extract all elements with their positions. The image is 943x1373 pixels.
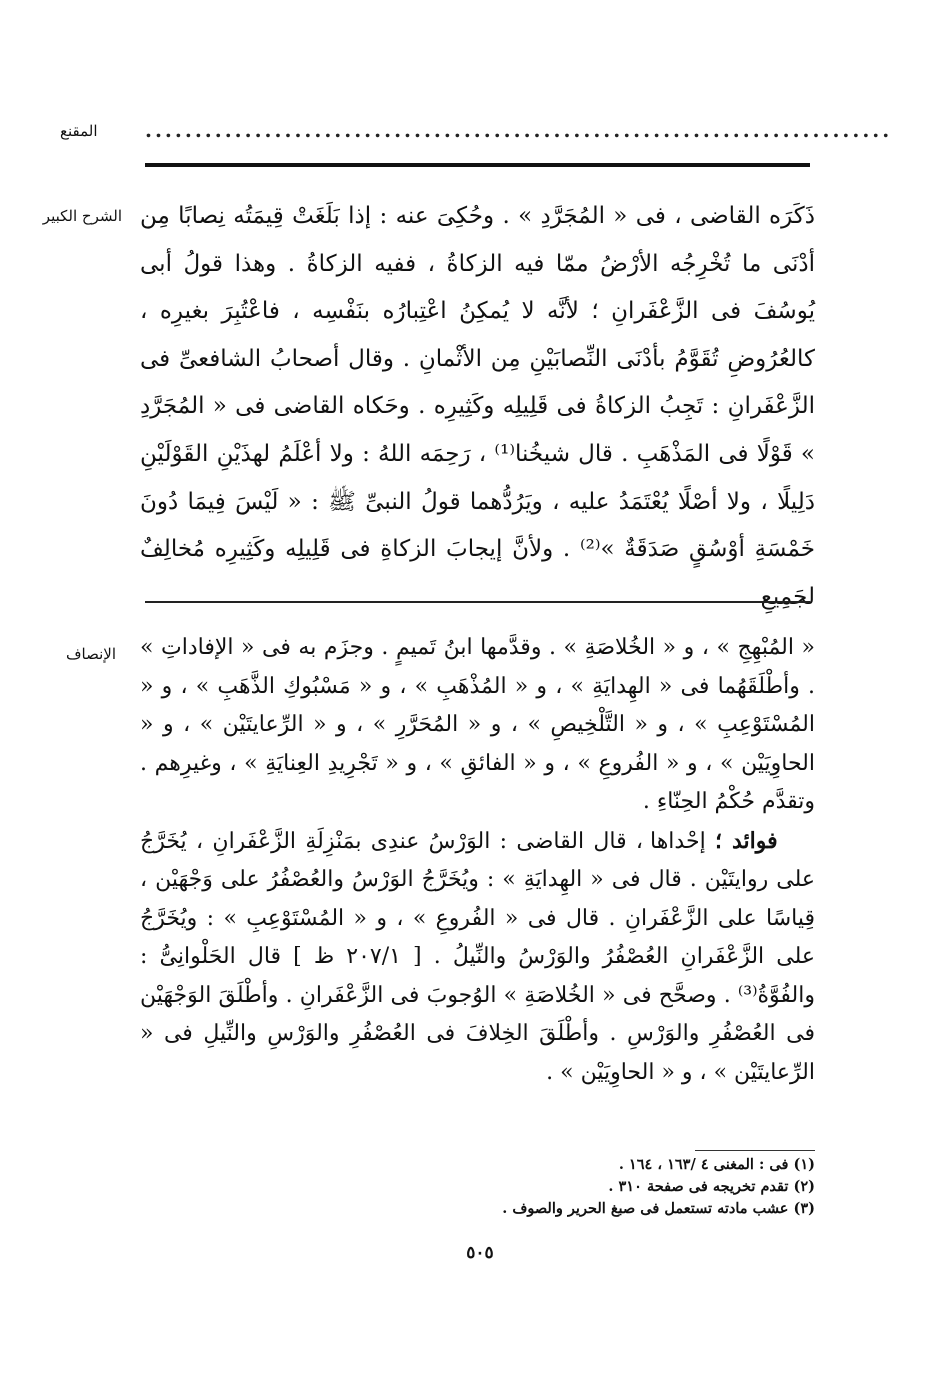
sharh-paragraph: ذَكَرَه القاضى ، فى « المُجَرَّدِ » . وحُكِىَ عنه : إذا بَلَغَتْ قِيمَتُه نِصابًا مِن أدْنَى ما تُخْرِجُه الأرْضُ ممّا فيه الزكاةُ ، ففيه الزكاةُ . وهذا قولُ أبى يُوسُفَ فى الزَّعْفَرانِ ؛ لأنَّه لا يُمكِنُ اعْتِبارُه بنَفْسِه ، فاعْتُبِرَ بغيرِه ، كالعُرُوضِ تُقَوَّمُ بأدْنَى النِّصابَيْنِ مِن الأثْمانِ . وقال أصحابُ الشافعىِّ فى الزَّعْفَرانِ : تَجِبُ الزكاةُ فى قَلِيلِه وكَثِيرِه . وحَكاه القاضى فى « المُجَرَّدِ » قَوْلًا فى المَذْهَبِ . قال شيخُنا⁽¹⁾ ، رَحِمَه اللهُ : ولا أعْلَمُ لهذَيْنِ القَوْلَيْنِ دَلِيلًا ، ولا أصْلًا يُعْتَمَدُ عليه ، ويَرُدُّهما قولُ النبىِّ ﷺ : « لَيْسَ فِيمَا دُونَ خَمْسَةِ أوْسُقٍ صَدَقَةٌ »⁽²⁾ . ولأنَّ إيجابَ الزكاةِ فى قَلِيلِه وكَثِيرِه مُخالِفٌ لجَمِيعِ xyxy=(140,203,816,610)
insaf-paragraph-1: « المُبْهِجِ » ، و « الخُلاصَةِ » . وقدَّمها ابنُ تَميمٍ . وجزَم به فى « الإفاداتِ » . وأطْلَقَهُما فى « الهِدايَةِ » ، و « المُذْهَبِ » ، و « مَسْبُوكِ الذَّهَبِ » ، و « المُسْتَوْعِبِ » ، و « التَّلْخِيصِ » ، و « المُحَرَّرِ » ، و « الرِّعايتَيْن » ، و « الحاوِيَيْن » ، و « الفُروعِ » ، و « الفائقِ » ، و « تَجْرِيدِ العِنايَةِ » ، وغيرِهم . وتقدَّم حُكْمُ الحِنّاءِ . xyxy=(140,635,815,814)
section-separator-rule xyxy=(145,601,810,603)
footnotes xyxy=(300,1154,815,1220)
insaf-paragraph-2-text: إحْداها ، قال القاضى : الوَرْسُ عندِى بمَنْزِلَةِ الزَّعْفَرانِ ، يُخَرَّجُ على روايتَيْن . قال فى « الهِدايَةِ » : ويُخَرَّجُ الوَرْسُ والعُصْفُرُ على وَجْهَيْن ، قِياسًا على الزَّعْفَرانِ . قال فى « الفُروعِ » ، و « المُسْتَوْعِبِ » : ويُخَرَّجُ على الزَّعْفَرانِ العُصْفُرُ والوَرْسُ والنِّيلُ . [ ٢٠٧/١ ظ ] قال الحَلْوانِىُّ : والفُوَّةُ⁽³⁾ . وصحَّح فى « الخُلاصَةِ » الوُجوبَ فى الزَّعْفَرانِ . وأطْلَقَ الوَجْهَيْن فى العُصْفُرِ والوَرْسِ . وأطْلَقَ الخِلافَ فى العُصْفُرِ والوَرْسِ والنِّيلِ فى « الرِّعايتَيْن » ، و « الحاوِيَيْن » . xyxy=(140,828,815,1085)
margin-label-insaf: الإنصاف xyxy=(65,645,116,663)
margin-label-sharh: الشرح الكبير xyxy=(42,207,122,225)
running-header-dots: ........................................................................... xyxy=(145,118,893,142)
footnote-3: (٣) عشب مادته تستعمل فى صبغ الحرير والصوف . xyxy=(502,1200,815,1217)
running-header-title: المقنع xyxy=(60,122,98,140)
insaf-text-block xyxy=(140,629,815,1092)
footnote-rule xyxy=(695,1150,815,1151)
footnote-1: (١) فى : المغنى ٤ /١٦٣ ، ١٦٤ . xyxy=(618,1156,815,1173)
footnote-2: (٢) تقدم تخريجه فى صفحة ٣١٠ . xyxy=(608,1178,815,1195)
insaf-fawaid-lead: فوائد ؛ xyxy=(715,827,778,854)
sharh-text-block xyxy=(140,193,815,621)
insaf-paragraph-2 xyxy=(140,822,815,1093)
header-rule xyxy=(145,163,810,167)
page-number: ٥٠٥ xyxy=(466,1243,494,1263)
